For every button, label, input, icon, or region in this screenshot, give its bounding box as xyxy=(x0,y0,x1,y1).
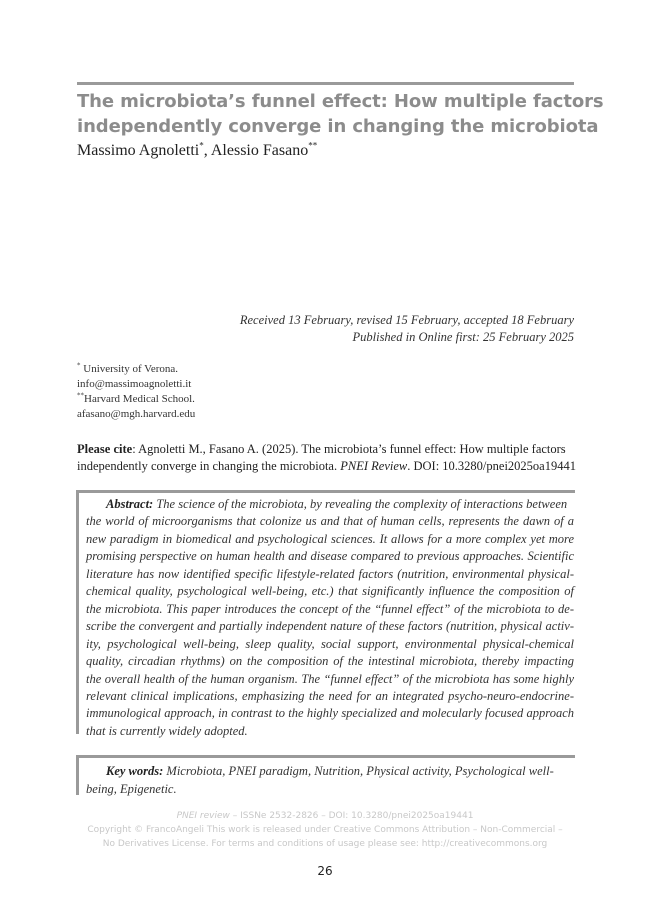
title-line-1: The microbiota’s funnel effect: How multiple factors xyxy=(77,91,604,112)
article-title xyxy=(77,89,604,139)
citation-label: Please cite xyxy=(77,442,133,456)
affiliation-1-text: University of Verona. xyxy=(80,363,179,375)
abstract-last-line: that is currently widely adopted. xyxy=(86,723,248,738)
abstract-line: scribe the convergent and partially independent nature of these factors (nutrition, physical activ- xyxy=(86,619,574,634)
keywords xyxy=(86,762,574,798)
abstract-line: ity, psychological well-being, sleep quality, social support, environmental physical-chemical xyxy=(86,636,574,651)
abstract-line: promising perspective on human health and disease compared to previous approaches. Scientific xyxy=(86,549,574,564)
author-separator: , xyxy=(203,142,211,159)
affiliation-2-mark: ** xyxy=(77,391,84,400)
abstract-line: the world of microorganisms that colonize us and that of human cells, represents the dawn of a xyxy=(86,514,574,529)
abstract-line: quality, circadian rhythms) on the composition of the intestinal microbiota, thereby impacting xyxy=(86,654,574,669)
footer-journal: PNEI review xyxy=(176,811,230,821)
title-line-2: independently converge in changing the microbiota xyxy=(77,116,599,137)
footer-copyright-1: Copyright © FrancoAngeli This work is released under Creative Commons Attribution – Non-Commercial – xyxy=(87,825,563,835)
citation-line-2-pre: independently converge in changing the microbiota. xyxy=(77,459,341,473)
author-fasano: Alessio Fasano xyxy=(210,142,309,159)
email-2[interactable]: afasano@mgh.harvard.edu xyxy=(77,408,196,420)
affiliation-1 xyxy=(77,362,195,377)
abstract-line: immunological approach, in contrast to the highly specialized and molecularly focused approach xyxy=(86,706,574,721)
footer-issn-line xyxy=(60,809,590,823)
author-list xyxy=(77,142,317,160)
citation-doi: . DOI: 10.3280/pnei2025oa19441 xyxy=(407,459,576,473)
keywords-line-1 xyxy=(86,762,574,780)
abstract-label: Abstract: xyxy=(106,497,154,511)
citation xyxy=(77,441,575,475)
publication-dates xyxy=(240,312,574,346)
abstract-line: relevant clinical implications, emphasizing the need for an integrated psycho-neuro-endocrine- xyxy=(86,688,574,703)
page-number: 26 xyxy=(317,864,333,878)
citation-journal: PNEI Review xyxy=(340,459,408,473)
footer-issn: – ISSNe 2532-2826 – DOI: 10.3280/pnei2025oa19441 xyxy=(229,811,474,821)
abstract-first-line-text: The science of the microbiota, by revealing the complexity of interactions between xyxy=(153,497,568,511)
affiliation-2 xyxy=(77,392,195,407)
published-date: Published in Online first: 25 February 2025 xyxy=(352,330,574,344)
received-date: Received 13 February, revised 15 February, accepted 18 February xyxy=(239,313,574,327)
citation-line-1 xyxy=(77,441,575,458)
author-1-affiliation-mark: * xyxy=(199,140,204,151)
abstract xyxy=(86,496,574,740)
abstract-line: literature has now identified specific lifestyle-related factors (nutrition, environmental physical- xyxy=(86,566,574,581)
keywords-line-1-text: Microbiota, PNEI paradigm, Nutrition, Physical activity, Psychological well- xyxy=(163,764,554,778)
email-1[interactable]: info@massimoagnoletti.it xyxy=(77,378,192,390)
affiliation-2-text: Harvard Medical School. xyxy=(84,393,195,405)
affiliations xyxy=(77,362,195,422)
keywords-label: Key words: xyxy=(106,764,164,778)
abstract-line: the microbiota. This paper introduces the concept of the “funnel effect” of the microbiota to de- xyxy=(86,601,574,616)
keywords-line-2: being, Epigenetic. xyxy=(86,782,177,796)
citation-line-2 xyxy=(77,458,575,475)
citation-line-1-text: : Agnoletti M., Fasano A. (2025). The microbiota’s funnel effect: How multiple factors xyxy=(132,442,566,456)
abstract-line: chemical quality, psychological well-being, etc.) that significantly influence the composition of xyxy=(86,584,574,599)
author-2-affiliation-mark: ** xyxy=(308,140,318,151)
abstract-line: the overall health of the human organism. The “funnel effect” of the microbiota has some highly xyxy=(86,671,574,686)
abstract-first-line xyxy=(86,496,574,513)
affiliation-1-mark: * xyxy=(77,361,81,370)
author-agnoletti: Massimo Agnoletti xyxy=(77,142,200,159)
title-top-rule xyxy=(77,82,574,85)
abstract-line: new paradigm in biomedical and psychological sciences. It allows for a more complex yet more xyxy=(86,531,574,546)
footer-copyright-2: No Derivatives License. For terms and conditions of usage please see: http://creativecommons.org xyxy=(102,839,548,849)
page-footer xyxy=(60,809,590,851)
